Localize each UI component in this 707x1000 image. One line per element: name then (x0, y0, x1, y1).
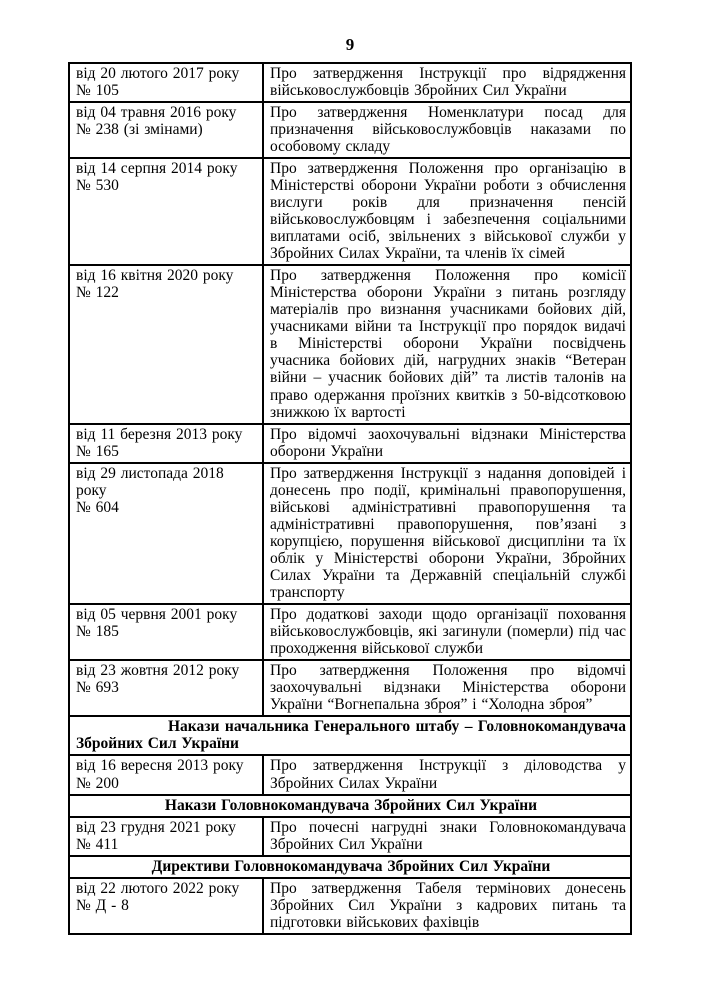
order-number: № 530 (76, 176, 119, 194)
table-row (69, 463, 631, 604)
order-description-cell: Про додаткові заходи щодо організації поховання військовослужбовців, які загинули (померли) під час проходження військової служби (263, 604, 631, 660)
order-date: від 16 квітня 2020 року (76, 267, 234, 285)
order-description-cell: Про затвердження Положення про організацію в Міністерстві оборони України роботи з обчислення вислуги років для призначення пенсій військовослужбовцям і забезпечення соціальними виплатами осіб, звільнених з військової служби у Збройних Силах України, та членів їх сімей (263, 158, 631, 265)
order-date-cell (69, 463, 263, 604)
section-header-cell: Накази начальника Генерального штабу – Головнокомандувача Збройних Сил України (69, 716, 631, 755)
order-date-cell (69, 265, 263, 423)
order-date-cell (69, 878, 263, 934)
table-row (69, 63, 631, 102)
order-date-cell (69, 102, 263, 158)
table-row (69, 660, 631, 716)
page-number: 9 (345, 35, 355, 54)
order-date: від 16 вересня 2013 року (76, 757, 244, 775)
order-number: № 165 (76, 442, 119, 460)
order-description-cell: Про затвердження Положення про відомчі заохочувальні відзнаки Міністерства оборони України “Вогнепальна зброя” і “Холодна зброя” (263, 660, 631, 716)
order-date: від 20 лютого 2017 року (76, 64, 240, 82)
order-date: від 23 грудня 2021 року (76, 818, 237, 836)
order-description-cell: Про почесні нагрудні знаки Головнокомандувача Збройних Сил України (263, 817, 631, 856)
order-date-cell (69, 660, 263, 716)
order-number: № 105 (76, 81, 119, 99)
order-description-cell: Про затвердження Положення про комісії Міністерства оборони України з питань розгляду матеріалів про визнання учасниками бойових дій, учасниками війни та Інструкції про порядок видачі в Міністерстві оборони України посвідчень учасника бойових дій, нагрудних знаків “Ветеран війни – учасник бойових дій” та листів талонів на право одержання проїзних квитків з 50-відсотковою знижкою їх вартості (263, 265, 631, 423)
table-row (69, 424, 631, 463)
order-date-cell (69, 817, 263, 856)
table-row (69, 878, 631, 934)
order-description-cell: Про відомчі заохочувальні відзнаки Міністерства оборони України (263, 424, 631, 463)
table-row (69, 755, 631, 794)
order-date-cell (69, 755, 263, 794)
order-date-cell (69, 604, 263, 660)
table-row (69, 817, 631, 856)
order-description-cell: Про затвердження Номенклатури посад для призначення військовослужбовців наказами по особовому складу (263, 102, 631, 158)
order-date-cell (69, 158, 263, 265)
order-date: від 14 серпня 2014 року (76, 159, 238, 177)
table-row (69, 604, 631, 660)
order-date: від 23 жовтня 2012 року (76, 662, 240, 680)
order-number: № 122 (76, 284, 119, 302)
section-header-cell: Директиви Головнокомандувача Збройних Сил України (69, 856, 631, 878)
order-date-cell (69, 63, 263, 102)
order-date: від 04 травня 2016 року (76, 103, 237, 121)
order-date: від 11 березня 2013 року (76, 425, 243, 443)
order-description-cell: Про затвердження Інструкції з діловодства у Збройних Силах України (263, 755, 631, 794)
order-number: № 200 (76, 774, 119, 792)
table-row (69, 102, 631, 158)
order-number: № 693 (76, 679, 119, 697)
order-number: № 185 (76, 623, 119, 641)
section-header-row (69, 716, 631, 755)
order-date: від 05 червня 2001 року (76, 606, 238, 624)
order-number: № 238 (зі змінами) (76, 120, 203, 138)
table-row (69, 265, 631, 423)
orders-table-body (69, 63, 631, 934)
section-header-cell: Накази Головнокомандувача Збройних Сил України (69, 795, 631, 817)
order-description-cell: Про затвердження Табеля термінових донесень Збройних Сил України з кадрових питань та підготовки військових фахівців (263, 878, 631, 934)
order-date-cell (69, 424, 263, 463)
order-number: № Д - 8 (76, 896, 129, 914)
order-date: від 29 листопада 2018 року (76, 464, 224, 499)
section-header-row (69, 795, 631, 817)
orders-table (68, 62, 632, 935)
order-description-cell: Про затвердження Інструкції з надання доповідей і донесень про події, кримінальні правопорушення, військові адміністративні правопорушення та адміністративні правопорушення, пов’язані з корупцією, порушення військової дисципліни та їх облік у Міністерстві оборони України, Збройних Силах України та Державній спеціальній службі транспорту (263, 463, 631, 604)
order-number: № 604 (76, 498, 119, 516)
order-description-cell: Про затвердження Інструкції про відрядження військовослужбовців Збройних Сил України (263, 63, 631, 102)
order-date: від 22 лютого 2022 року (76, 879, 240, 897)
section-header-row (69, 856, 631, 878)
order-number: № 411 (76, 835, 119, 853)
table-row (69, 158, 631, 265)
